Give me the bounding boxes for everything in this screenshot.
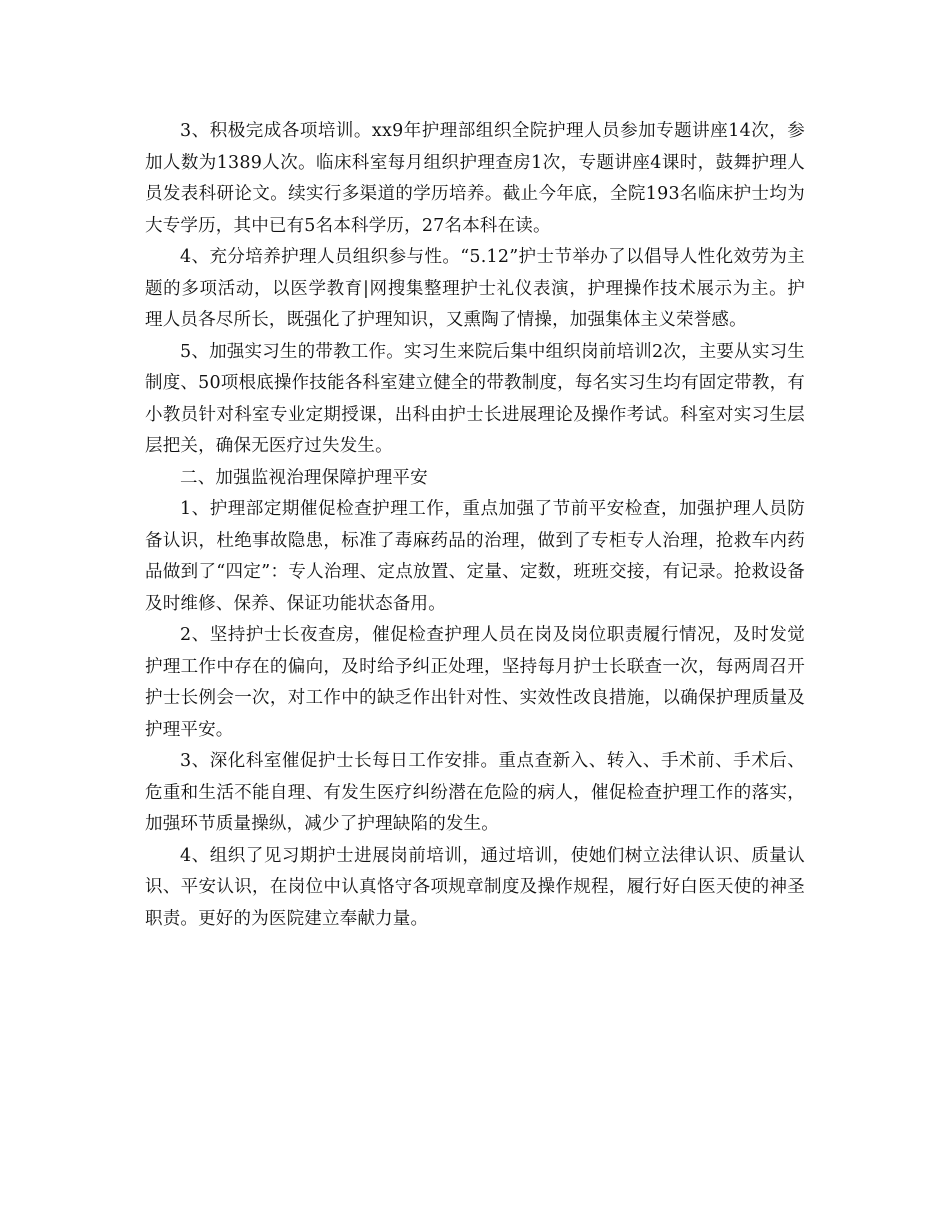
paragraph-daily-work: 3、深化科室催促护士长每日工作安排。重点查新入、转入、手术前、手术后、危重和生活不能自理、有发生医疗纠纷潜在危险的病人，催促检查护理工作的落实，加强环节质量操纵，减少了护理缺陷的发生。 xyxy=(145,751,805,834)
paragraph-nurses-day: 4、充分培养护理人员组织参与性。“5.12”护士节举办了以倡导人性化效劳为主题的多项活动，以医学教育|网搜集整理护士礼仪表演，护理操作技术展示为主。护理人员各尽所长，既强化了护理知识，又熏陶了情操，加强集体主义荣誉感。 xyxy=(145,247,805,330)
paragraph-intern-teaching: 5、加强实习生的带教工作。实习生来院后集中组织岗前培训2次，主要从实习生制度、50项根底操作技能各科室建立健全的带教制度，每名实习生均有固定带教，有小教员针对科室专业定期授课，出科由护士长进展理论及操作考试。科室对实习生层层把关，确保无医疗过失发生。 xyxy=(145,341,805,456)
paragraph-safety-inspection: 1、护理部定期催促检查护理工作，重点加强了节前平安检查，加强护理人员防备认识，杜绝事故隐患，标准了毒麻药品的治理，做到了专柜专人治理，抢救车内药品做到了“四定”：专人治理、定点放置、定量、定数，班班交接，有记录。抢救设备及时维修、保养、保证功能状态备用。 xyxy=(145,499,805,614)
paragraph-night-rounds: 2、坚持护士长夜查房，催促检查护理人员在岗及岗位职责履行情况，及时发觉护理工作中存在的偏向，及时给予纠正处理，坚持每月护士长联查一次，每两周召开护士长例会一次，对工作中的缺乏作出针对性、实效性改良措施，以确保护理质量及护理平安。 xyxy=(145,625,805,740)
paragraph-probation-training: 4、组织了见习期护士进展岗前培训，通过培训，使她们树立法律认识、质量认识、平安认识，在岗位中认真恪守各项规章制度及操作规程，履行好白医天使的神圣职责。更好的为医院建立奉献力量。 xyxy=(145,845,805,929)
paragraph-training: 3、积极完成各项培训。xx9年护理部组织全院护理人员参加专题讲座14次，参加人数为1389人次。临床科室每月组织护理查房1次，专题讲座4课时，鼓舞护理人员发表科研论文。续实行多渠道的学历培养。截止今年底，全院193名临床护士均为大专学历，其中已有5名本科学历，27名本科在读。 xyxy=(145,121,805,236)
section-heading-supervision: 二、加强监视治理保障护理平安 xyxy=(180,467,428,488)
document-body xyxy=(145,116,805,935)
